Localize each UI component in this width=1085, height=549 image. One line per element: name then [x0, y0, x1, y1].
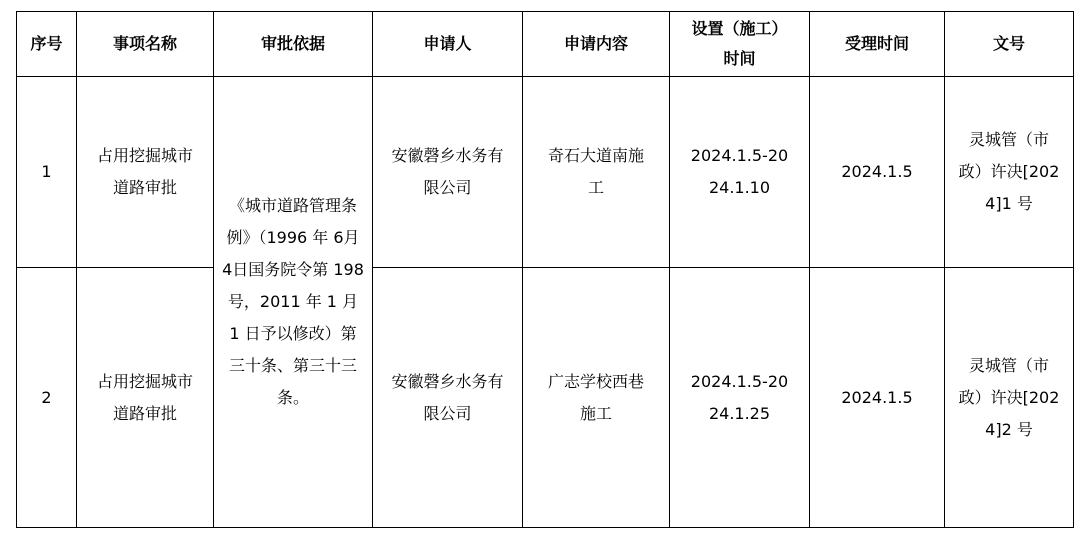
header-item-name: 事项名称 [77, 12, 214, 77]
cell-doc-no: 灵城管（市政）许决[2024]1 号 [945, 77, 1074, 268]
cell-basis: 《城市道路管理条例》（1996 年 6月 4日国务院令第 198 号，2011 年 1 月 1 日予以修改）第三十条、第三十三条。 [214, 77, 373, 528]
table-row [17, 268, 1074, 528]
cell-seq: 1 [17, 77, 77, 268]
cell-content: 广志学校西巷施工 [523, 268, 670, 528]
header-applicant: 申请人 [373, 12, 523, 77]
table-row [17, 77, 1074, 268]
cell-applicant: 安徽磬乡水务有限公司 [373, 268, 523, 528]
cell-accept-time: 2024.1.5 [810, 268, 945, 528]
cell-period: 2024.1.5-2024.1.25 [670, 268, 810, 528]
cell-item-name: 占用挖掘城市道路审批 [77, 268, 214, 528]
header-content: 申请内容 [523, 12, 670, 77]
header-basis: 审批依据 [214, 12, 373, 77]
header-seq: 序号 [17, 12, 77, 77]
cell-accept-time: 2024.1.5 [810, 77, 945, 268]
header-accept-time: 受理时间 [810, 12, 945, 77]
header-doc-no: 文号 [945, 12, 1074, 77]
cell-item-name: 占用挖掘城市道路审批 [77, 77, 214, 268]
approval-table [16, 11, 1074, 528]
cell-doc-no: 灵城管（市政）许决[2024]2 号 [945, 268, 1074, 528]
cell-applicant: 安徽磬乡水务有限公司 [373, 77, 523, 268]
header-row [17, 12, 1074, 77]
cell-period: 2024.1.5-2024.1.10 [670, 77, 810, 268]
cell-seq: 2 [17, 268, 77, 528]
cell-content: 奇石大道南施工 [523, 77, 670, 268]
header-period: 设置（施工）时间 [670, 12, 810, 77]
